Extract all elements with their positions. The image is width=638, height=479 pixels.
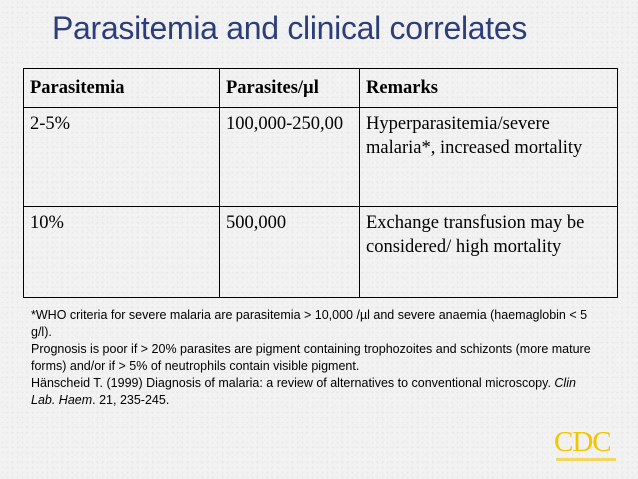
parasitemia-table xyxy=(23,68,618,298)
header-parasites-per-ul: Parasites/µl xyxy=(220,69,360,108)
cell-parasitemia: 10% xyxy=(24,207,220,298)
who-criteria-note: *WHO criteria for severe malaria are parasitemia > 10,000 /µl and severe anaemia (haemaglobin < 5 g/l). xyxy=(31,308,588,339)
header-remarks: Remarks xyxy=(360,69,618,108)
cdc-logo-underline xyxy=(556,458,616,461)
table-row xyxy=(24,207,618,298)
cell-parasites: 100,000-250,00 xyxy=(220,108,360,207)
table-header-row xyxy=(24,69,618,108)
parasitemia-table-container xyxy=(23,68,617,298)
header-parasitemia: Parasitemia xyxy=(24,69,220,108)
cell-parasitemia: 2-5% xyxy=(24,108,220,207)
cdc-logo xyxy=(554,427,622,467)
reference-journal: Clin Lab. Haem xyxy=(31,376,576,407)
footnotes xyxy=(31,307,591,409)
reference-suffix: . 21, 235-245. xyxy=(92,393,170,407)
cell-remarks: Exchange transfusion may be considered/ high mortality xyxy=(360,207,618,298)
table-row xyxy=(24,108,618,207)
reference-prefix: Hänscheid T. (1999) Diagnosis of malaria: a review of alternatives to conventional microscopy. xyxy=(31,376,555,390)
prognosis-note: Prognosis is poor if > 20% parasites are pigment containing trophozoites and schizonts (more mature forms) and/or if > 5% of neutrophils contain visible pigment. xyxy=(31,342,591,373)
cdc-logo-text: CDC xyxy=(554,426,611,458)
reference-citation xyxy=(31,375,591,409)
slide-title: Parasitemia and clinical correlates xyxy=(52,10,528,46)
cell-remarks: Hyperparasitemia/severe malaria*, increased mortality xyxy=(360,108,618,207)
cell-parasites: 500,000 xyxy=(220,207,360,298)
